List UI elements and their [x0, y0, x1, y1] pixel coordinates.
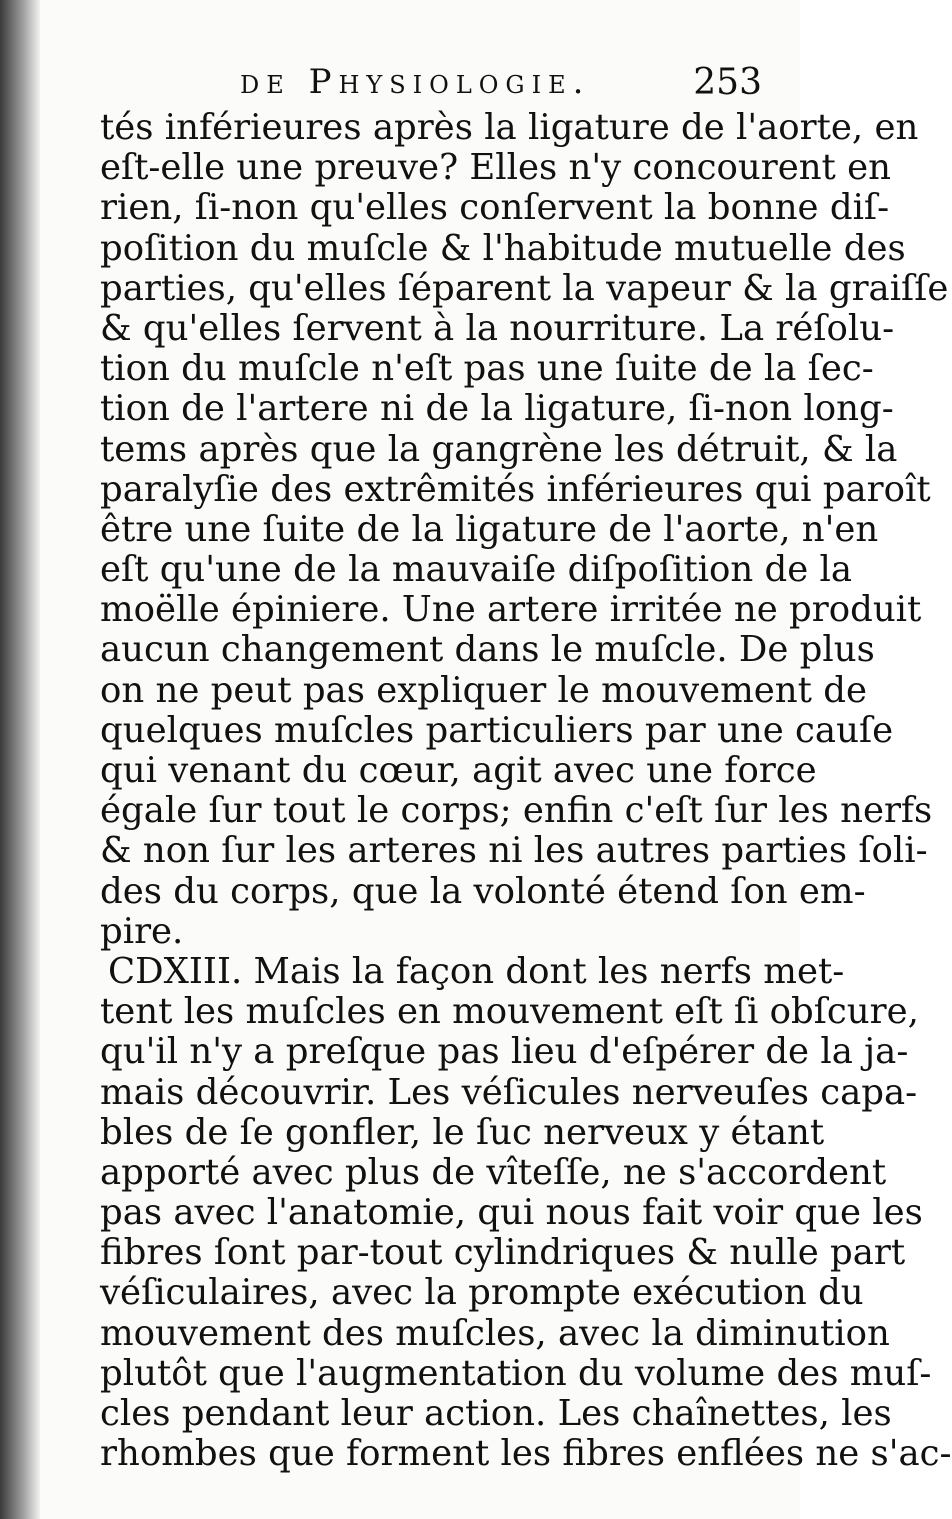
text-line: tion de l'artere ni de la ligature, ſi-non long-	[100, 388, 894, 430]
text-line: des du corps, que la volonté étend ſon em-	[100, 870, 866, 912]
text-line: eſt qu'une de la mauvaiſe diſpoſition de la	[100, 549, 853, 591]
text-line: rien, ſi-non qu'elles conſervent la bonne diſ-	[100, 187, 890, 229]
text-line: mais découvrir. Les véſicules nerveuſes capa-	[100, 1071, 918, 1113]
text-line: bles de ſe gonfler, le ſuc nerveux y étant	[100, 1111, 825, 1153]
text-line: fibres ſont par-tout cylindriques & nulle part	[100, 1232, 906, 1274]
text-line: moëlle épiniere. Une artere irritée ne produit	[100, 589, 922, 631]
text-line: aucun changement dans le muſcle. De plus	[100, 629, 875, 671]
page-number: 253	[693, 62, 762, 103]
text-line: & non ſur les arteres ni les autres parties ſoli-	[100, 830, 928, 872]
text-line: tés inférieures après la ligature de l'aorte, en	[100, 107, 919, 148]
text-line: être une ſuite de la ligature de l'aorte, n'en	[100, 508, 879, 550]
text-line: qu'il n'y a preſque pas lieu d'eſpérer de la ja-	[100, 1031, 909, 1073]
text-line: eſt-elle une preuve? Elles n'y concourent en	[100, 147, 891, 189]
page-header	[200, 60, 800, 110]
text-line: véſiculaires, avec la prompte exécution du	[100, 1272, 864, 1314]
text-line: & qu'elles ſervent à la nourriture. La réſolu-	[100, 307, 895, 349]
text-line: rhombes que forment les fibres enflées ne s'ac-	[100, 1433, 952, 1475]
text-line: quelques muſcles particuliers par une cauſe	[100, 709, 894, 751]
text-line: plutôt que l'augmentation du volume des muſ-	[100, 1352, 932, 1394]
text-line: parties, qu'elles ſéparent la vapeur & la graiſſe	[100, 267, 949, 309]
paragraph-end-line: pire.	[100, 910, 184, 952]
text-line: tion du muſcle n'eſt pas une ſuite de la ſec-	[100, 348, 874, 390]
text-line: pas avec l'anatomie, qui nous fait voir que les	[100, 1192, 923, 1234]
body-text	[100, 107, 952, 1475]
text-line: poſition du muſcle & l'habitude mutuelle des	[100, 227, 906, 269]
section-heading-line: CDXIII. Mais la façon dont les nerfs met-	[108, 950, 845, 992]
running-title: de Physiologie.	[240, 62, 591, 102]
text-line: tems après que la gangrène les détruit, & la	[100, 428, 898, 470]
text-line: tent les muſcles en mouvement eſt ſi obſcure,	[100, 991, 919, 1033]
book-page	[40, 0, 952, 1519]
text-line: qui venant du cœur, agit avec une force	[100, 750, 817, 791]
text-line: égale ſur tout le corps; enfin c'eſt ſur les nerfs	[100, 790, 933, 832]
text-line: on ne peut pas expliquer le mouvement de	[100, 669, 867, 711]
text-line: mouvement des muſcles, avec la diminution	[100, 1312, 890, 1354]
scan-binding-edge	[0, 0, 40, 1519]
text-line: cles pendant leur action. Les chaînettes, les	[100, 1393, 892, 1434]
text-line: paralyſie des extrêmités inférieures qui paroît	[100, 468, 931, 510]
text-line: apporté avec plus de vîteſſe, ne s'accordent	[100, 1151, 887, 1193]
